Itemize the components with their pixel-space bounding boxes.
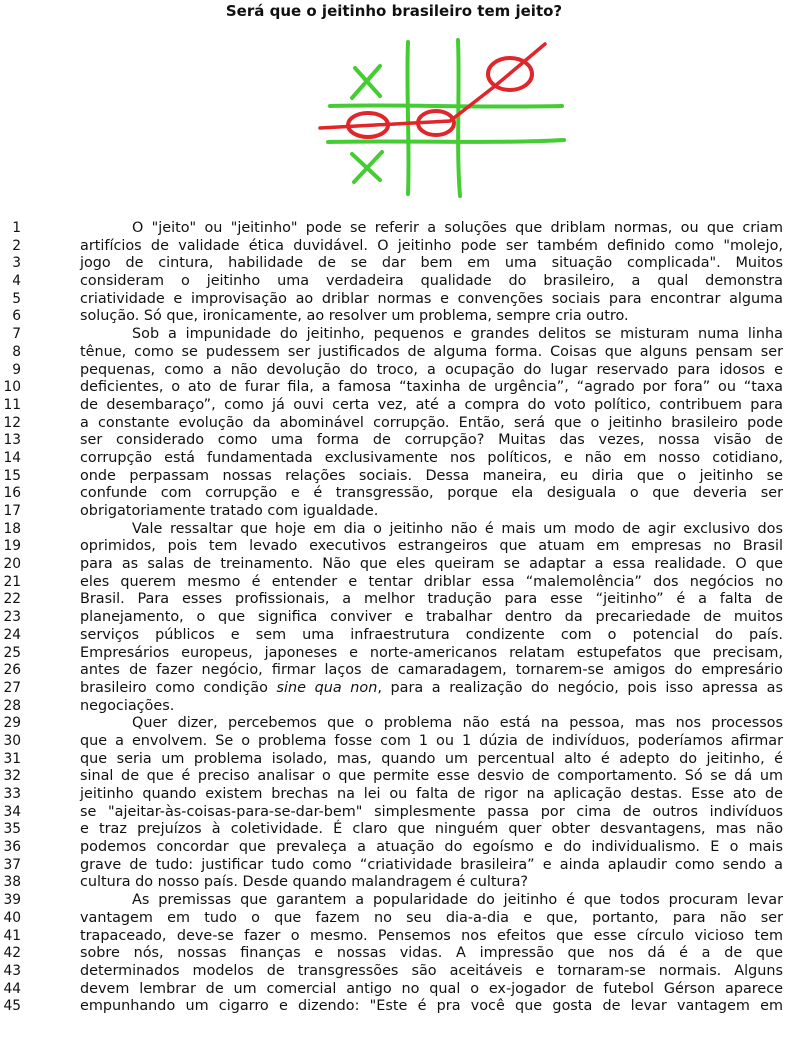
text-line xyxy=(0,910,788,928)
line-number: 24 xyxy=(3,626,21,643)
line-number: 4 xyxy=(12,273,21,290)
text-line xyxy=(0,857,788,875)
italic-term: sine qua non xyxy=(276,679,378,696)
text-line xyxy=(0,680,788,698)
line-text: empunhando um cigarro e dizendo: "Este é pra você que gosta de levar vantagem em xyxy=(80,998,783,1015)
line-text: podemos concordar que prevaleça a atuação do egoísmo e do individualismo. E o mais xyxy=(80,839,783,856)
line-number: 39 xyxy=(3,892,21,909)
line-text: jeitinho quando existem brechas na lei ou falta de rigor na aplicação destas. Esse ato de xyxy=(80,786,783,802)
line-number: 15 xyxy=(3,467,21,484)
line-text: serviços públicos e sem uma infraestrutura condizente com o potencial do país. xyxy=(80,626,783,643)
text-line xyxy=(0,468,788,486)
line-text: determinados modelos de transgressões são aceitáveis e tornaram-se normais. Alguns xyxy=(80,962,783,979)
line-number: 30 xyxy=(3,732,21,749)
line-text-part: brasileiro como condição xyxy=(80,679,277,696)
line-text: devem lembrar de um comercial antigo no qual o ex-jogador de futebol Gérson aparece xyxy=(80,980,783,997)
line-number: 36 xyxy=(3,839,21,856)
line-number: 17 xyxy=(3,503,21,519)
text-line xyxy=(0,751,788,769)
line-text: obrigatoriamente tratado com igualdade. xyxy=(80,503,379,519)
text-line xyxy=(0,627,788,645)
text-line xyxy=(0,432,788,450)
text-line xyxy=(0,733,788,751)
text-line xyxy=(0,609,788,627)
line-number: 1 xyxy=(12,220,21,236)
line-number: 14 xyxy=(3,449,21,466)
line-number: 7 xyxy=(12,326,21,343)
line-text: As premissas que garantem a popularidade do jeitinho é que todos procuram levar xyxy=(132,892,783,909)
line-text: se "ajeitar-às-coisas-para-se-dar-bem" simplesmente passa por cima de outros indivíduos xyxy=(80,803,783,820)
line-text: corrupção está fundamentada exclusivamente nos políticos, e não em nosso cotidiano, xyxy=(80,449,783,466)
line-text: eles querem mesmo é entender e tentar driblar essa “malemolência” dos negócios no xyxy=(80,573,783,590)
line-text: planejamento, o que significa conviver e trabalhar dentro da precariedade de muitos xyxy=(80,609,783,626)
text-line xyxy=(0,344,788,362)
line-text: oprimidos, pois tem levado executivos estrangeiros que atuam em empresas no Brasil xyxy=(80,538,783,555)
line-number: 38 xyxy=(3,874,21,891)
line-number: 18 xyxy=(3,520,21,537)
line-number: 2 xyxy=(12,237,21,254)
line-text-part: , para a realização do negócio, pois isso apressa as xyxy=(377,679,783,696)
line-number: 5 xyxy=(12,290,21,307)
text-line xyxy=(0,220,788,238)
text-line xyxy=(0,945,788,963)
line-text: Sob a impunidade do jeitinho, pequenos e grandes delitos se misturam numa linha xyxy=(132,326,783,343)
tic-tac-toe-drawing-icon xyxy=(300,28,570,198)
line-text: consideram o jeitinho uma verdadeira qualidade do brasileiro, a qual demonstra xyxy=(80,273,783,290)
line-text: que seria um problema isolado, mas, quando um percentual alto é adepto do jeitinho, é xyxy=(80,750,783,767)
line-number: 13 xyxy=(3,432,21,449)
document-body xyxy=(0,220,788,1016)
text-line xyxy=(0,503,788,521)
line-text: vantagem em tudo o que fazem no seu dia-a-dia e que, portanto, para não ser xyxy=(80,909,783,926)
text-line xyxy=(0,538,788,556)
line-text: para as salas de treinamento. Não que eles queiram se adaptar a essa realidade. O que xyxy=(80,556,783,573)
line-text: sinal de que é preciso analisar o que permite esse desvio de comportamento. Só se dá um xyxy=(80,768,783,785)
text-line xyxy=(0,892,788,910)
line-text: grave de tudo: justificar tudo como “criatividade brasileira” e ainda aplaudir como sendo a xyxy=(80,856,783,873)
text-line xyxy=(0,326,788,344)
line-number: 6 xyxy=(12,308,21,325)
line-number: 28 xyxy=(3,697,21,714)
text-line xyxy=(0,574,788,592)
line-number: 16 xyxy=(3,485,21,502)
text-line xyxy=(0,715,788,733)
text-line xyxy=(0,804,788,822)
line-number: 25 xyxy=(3,644,21,661)
line-text: trapaceado, deve-se fazer o mesmo. Pensemos nos efeitos que esse círculo vicioso tem xyxy=(80,927,783,944)
line-number: 22 xyxy=(3,591,21,608)
line-text: de desembaraço”, como já ouvi certa vez, até a compra do voto político, contribuem para xyxy=(80,396,783,413)
text-line xyxy=(0,768,788,786)
line-text: Brasil. Para esses profissionais, a melhor tradução para esse “jeitinho” é a falta de xyxy=(80,591,783,608)
line-number: 37 xyxy=(3,856,21,873)
text-line xyxy=(0,521,788,539)
line-number: 43 xyxy=(3,962,21,979)
tic-tac-toe-illustration xyxy=(300,28,570,198)
line-text: e traz prejuízos à coletividade. É claro que ninguém quer obter desvantagens, mas não xyxy=(80,821,783,838)
text-line xyxy=(0,998,788,1016)
text-line xyxy=(0,839,788,857)
line-text: tênue, como se pudessem ser justificados de alguma forma. Coisas que alguns pensam ser xyxy=(80,343,783,360)
line-number: 40 xyxy=(3,909,21,926)
line-number: 8 xyxy=(12,343,21,360)
text-line xyxy=(0,698,788,716)
line-text: criatividade e improvisação ao driblar normas e convenções sociais para encontrar alguma xyxy=(80,290,783,307)
line-number: 12 xyxy=(3,414,21,431)
line-text: confunde com corrupção e é transgressão, porque ela desiguala o que deveria ser xyxy=(80,485,783,502)
line-text: jogo de cintura, habilidade de se dar bem em uma situação complicada". Muitos xyxy=(80,255,783,272)
text-line xyxy=(0,238,788,256)
text-line xyxy=(0,415,788,433)
line-text: pequenas, como a não devolução do troco, a ocupação do lugar reservado para idosos e xyxy=(80,361,783,378)
line-number: 11 xyxy=(3,396,21,413)
line-number: 23 xyxy=(3,609,21,626)
line-text: Quer dizer, percebemos que o problema não está na pessoa, mas nos processos xyxy=(132,715,783,732)
line-number: 26 xyxy=(3,662,21,679)
line-text: Empresários europeus, japoneses e norte-americanos relatam estupefatos que precisam, xyxy=(80,644,783,661)
line-number: 31 xyxy=(3,750,21,767)
text-line xyxy=(0,273,788,291)
line-text: artifícios de validade ética duvidável. O jeitinho pode ser também definido como "molejo, xyxy=(80,237,783,254)
text-line xyxy=(0,786,788,804)
line-number: 27 xyxy=(3,679,21,696)
line-number: 41 xyxy=(3,927,21,944)
text-line xyxy=(0,397,788,415)
line-number: 20 xyxy=(3,556,21,573)
line-number: 42 xyxy=(3,945,21,962)
line-text: sobre nós, nossas finanças e nossas vidas. A impressão que nos dá é a de que xyxy=(80,945,783,962)
document-title: Será que o jeitinho brasileiro tem jeito? xyxy=(225,2,563,20)
line-text: que a envolvem. Se o problema fosse com 1 ou 1 dúzia de indivíduos, poderíamos afirmar xyxy=(80,732,783,749)
line-text: antes de fazer negócio, firmar laços de camaradagem, tornarem-se amigos do empresário xyxy=(80,662,783,679)
line-text: cultura do nosso país. Desde quando malandragem é cultura? xyxy=(80,874,529,891)
text-line xyxy=(0,981,788,999)
line-text: negociações. xyxy=(80,697,175,714)
line-text: onde perpassam nossas relações sociais. Dessa maneira, eu diria que o jeitinho se xyxy=(80,467,783,484)
line-text: O "jeito" ou "jeitinho" pode se referir a soluções que driblam normas, ou que criam xyxy=(132,220,783,236)
text-line xyxy=(0,379,788,397)
text-line xyxy=(0,450,788,468)
text-line xyxy=(0,591,788,609)
text-line xyxy=(0,308,788,326)
line-text: solução. Só que, ironicamente, ao resolver um problema, sempre cria outro. xyxy=(80,308,629,325)
line-text: ser considerado como uma forma de corrupção? Muitas das vezes, nossa visão de xyxy=(80,432,783,449)
text-line xyxy=(0,928,788,946)
text-line xyxy=(0,963,788,981)
line-number: 19 xyxy=(3,538,21,555)
line-text xyxy=(80,680,783,698)
line-number: 21 xyxy=(3,573,21,590)
line-text: deficientes, o ato de furar fila, a famosa “taxinha de urgência”, “agrado por fora” ou “taxa xyxy=(80,379,783,396)
line-number: 9 xyxy=(12,361,21,378)
line-number: 34 xyxy=(3,803,21,820)
line-text: Vale ressaltar que hoje em dia o jeitinho não é mais um modo de agir exclusivo dos xyxy=(132,520,783,537)
text-line xyxy=(0,645,788,663)
text-line xyxy=(0,362,788,380)
text-line xyxy=(0,485,788,503)
text-line xyxy=(0,662,788,680)
line-number: 45 xyxy=(3,998,21,1015)
line-number: 44 xyxy=(3,980,21,997)
text-line xyxy=(0,821,788,839)
line-number: 3 xyxy=(12,255,21,272)
line-number: 10 xyxy=(3,379,21,396)
text-line xyxy=(0,291,788,309)
line-number: 29 xyxy=(3,715,21,732)
line-text: a constante evolução da abominável corrupção. Então, será que o jeitinho brasileiro pode xyxy=(80,414,783,431)
line-number: 32 xyxy=(3,768,21,785)
text-line xyxy=(0,255,788,273)
line-number: 33 xyxy=(3,786,21,802)
text-line xyxy=(0,874,788,892)
text-line xyxy=(0,556,788,574)
line-number: 35 xyxy=(3,821,21,838)
